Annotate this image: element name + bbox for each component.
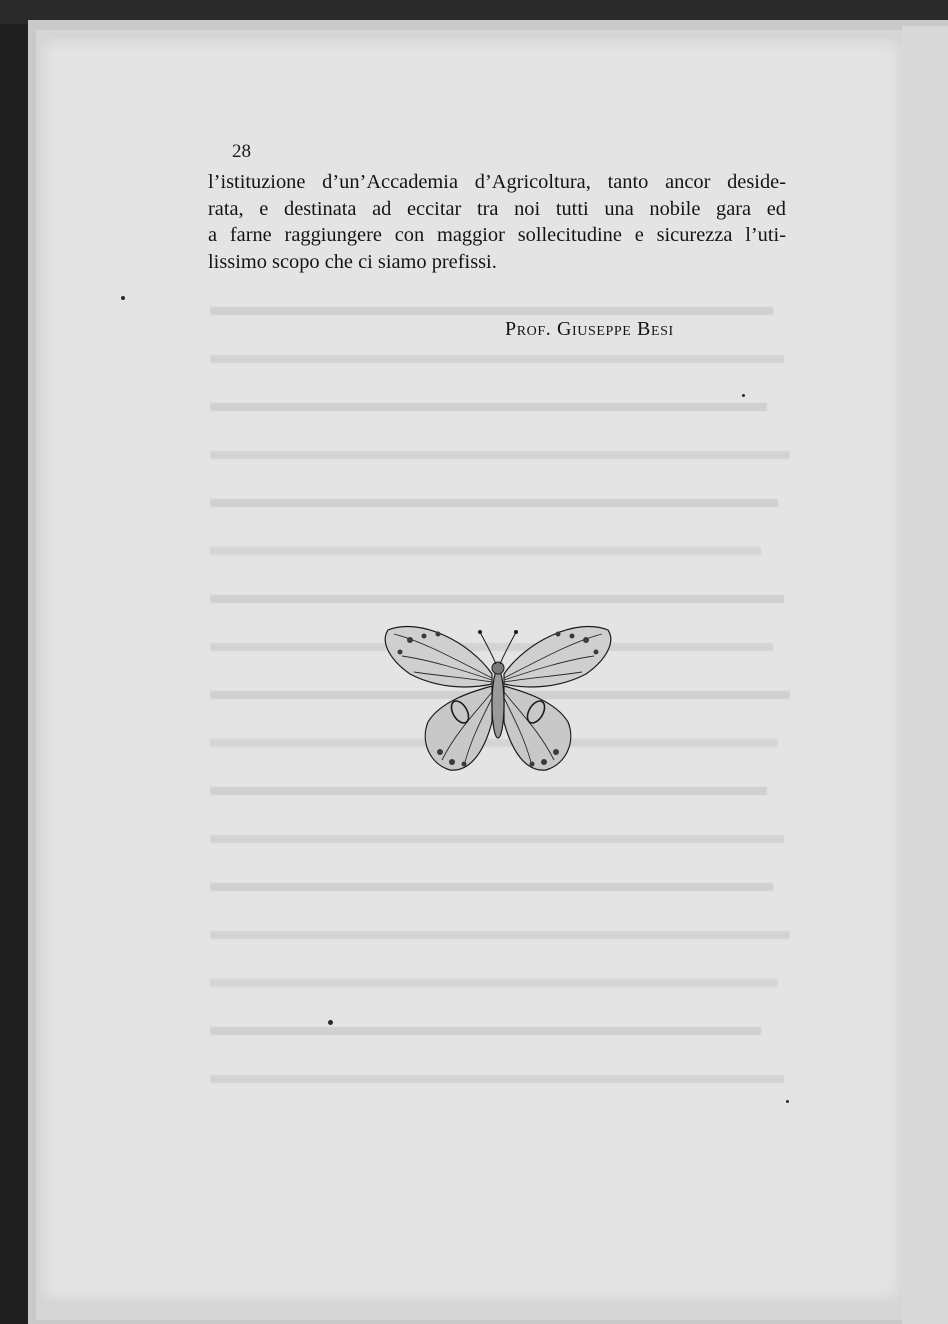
page-number: 28 [232, 141, 251, 162]
butterfly-icon [380, 612, 616, 782]
paper-speck [328, 1020, 333, 1025]
paper-speck [786, 1100, 789, 1103]
author-signature: Prof. Giuseppe Besi [505, 318, 674, 340]
paragraph-line: a farne raggiungere con maggior sollecitudine e sicurezza l’uti- [208, 224, 786, 246]
paper-speck [121, 296, 125, 300]
paragraph-line: l’istituzione d’un’Accademia d’Agricoltura, tanto ancor deside- [208, 171, 786, 193]
page-edge-right [902, 26, 948, 1324]
closing-paragraph [208, 169, 786, 275]
paper-speck [742, 394, 745, 397]
paragraph-line: lissimo scopo che ci siamo prefissi. [208, 250, 497, 273]
paragraph-line: rata, e destinata ad eccitar tra noi tutti una nobile gara ed [208, 197, 786, 220]
